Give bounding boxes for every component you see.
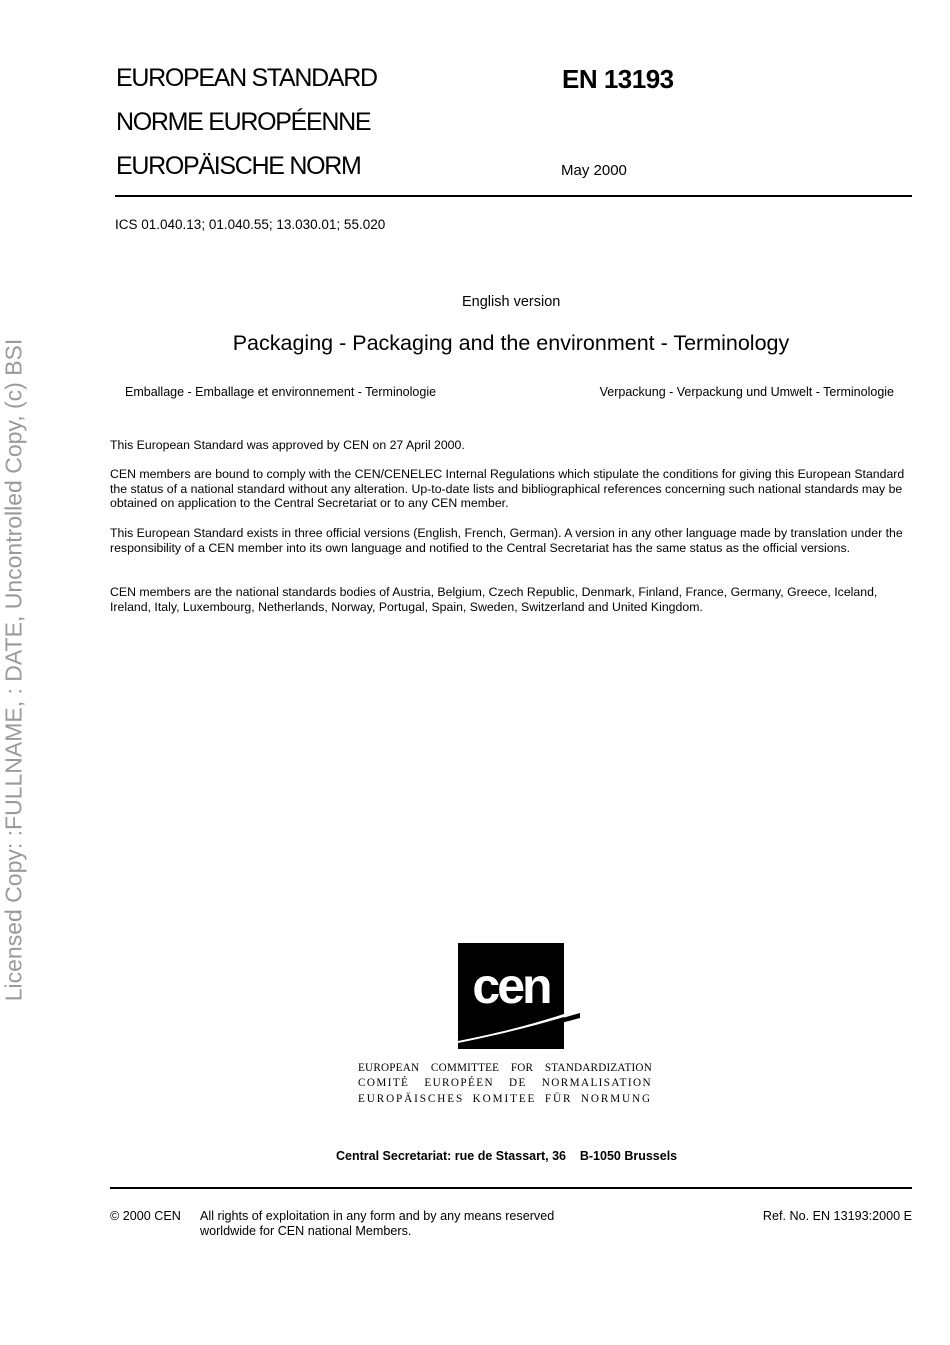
publication-date: May 2000 <box>561 162 627 179</box>
document-number: EN 13193 <box>562 64 674 94</box>
reference-number: Ref. No. EN 13193:2000 E <box>762 1209 912 1223</box>
title-german: EUROPÄISCHE NORM <box>116 152 361 180</box>
footer-divider <box>110 1187 912 1189</box>
paragraph: CEN members are bound to comply with the CEN/CENELEC Internal Regulations which stipulate the conditions for giving this European Standard the status of a national standard without any alteration. Up-to-date lists and bibliographical references concerning such national standards may be obtained on application to the Central Secretariat or to any CEN member. <box>110 467 905 511</box>
secretariat-address: Central Secretariat: rue de Stassart, 36 B-1050 Brussels <box>336 1149 678 1163</box>
committee-name-french: COMITÉ EUROPÉEN DE NORMALISATION <box>358 1077 652 1089</box>
license-watermark: Licensed Copy: :FULLNAME, : DATE, Uncontrolled Copy, (c) BSI <box>0 338 27 1002</box>
copyright-notice: © 2000 CEN <box>110 1209 181 1223</box>
paragraph: This European Standard exists in three official versions (English, French, German). A version in any other language made by translation under the responsibility of a CEN member into its own language and notified to the Central Secretariat has the same status as the official versions. <box>110 526 903 555</box>
committee-name-english: EUROPEAN COMMITTEE FOR STANDARDIZATION <box>358 1062 652 1074</box>
paragraph: This European Standard was approved by CEN on 27 April 2000. <box>110 438 465 452</box>
title-french: NORME EUROPÉENNE <box>116 108 371 136</box>
title-english: EUROPEAN STANDARD <box>116 64 377 92</box>
ics-codes: ICS 01.040.13; 01.040.55; 13.030.01; 55.020 <box>115 217 386 232</box>
rights-statement: All rights of exploitation in any form and by any means reserved worldwide for CEN national Members. <box>200 1209 555 1239</box>
cen-logo <box>458 943 580 1049</box>
cen-logo-text: cen <box>472 958 550 1014</box>
committee-name-german: EUROPÄISCHES KOMITEE FÜR NORMUNG <box>358 1093 652 1105</box>
document-title: Packaging - Packaging and the environment - Terminology <box>232 331 790 355</box>
header-divider <box>115 195 912 197</box>
paragraph: CEN members are the national standards bodies of Austria, Belgium, Czech Republic, Denmark, Finland, France, Germany, Greece, Iceland, Ireland, Italy, Luxembourg, Netherlands, Norway, Portugal, Spain, Sweden, Switzerland and United Kingdom. <box>110 585 878 614</box>
language-version: English version <box>462 294 561 310</box>
german-title: Verpackung - Verpackung und Umwelt - Terminologie <box>599 385 894 399</box>
french-title: Emballage - Emballage et environnement - Terminologie <box>125 385 437 399</box>
